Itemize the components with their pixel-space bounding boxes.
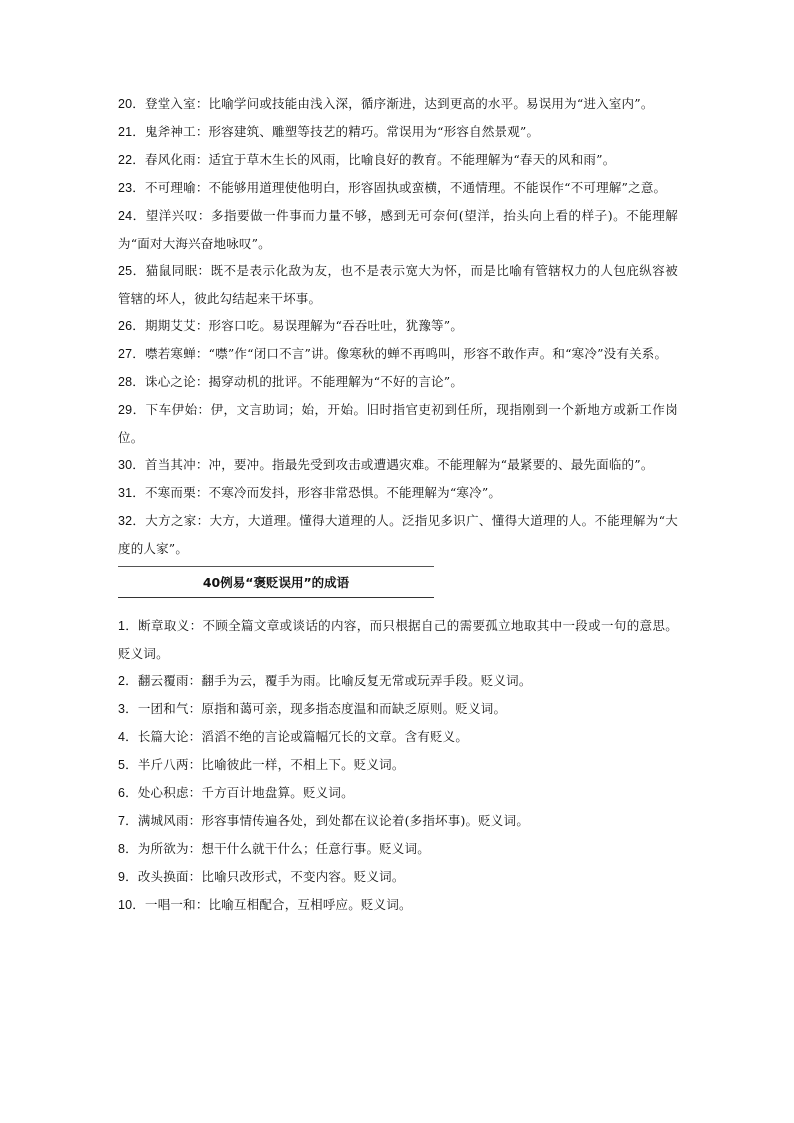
idiom-term: 不可理喻： [145,180,209,195]
idiom-entry [118,835,678,863]
idiom-definition: 原指和蔼可亲，现多指态度温和而缺乏原则。贬义词。 [201,701,507,716]
idiom-entry [118,612,678,667]
idiom-entry [118,340,678,368]
idiom-definition: 翻手为云，覆手为雨。比喻反复无常或玩弄手段。贬义词。 [201,673,532,688]
idiom-definition: 比喻只改形式，不变内容。贬义词。 [201,869,405,884]
idiom-term: 噤若寒蝉： [145,346,209,361]
entry-number: 27． [118,347,146,361]
entry-number: 21． [118,125,146,139]
idiom-term: 猫鼠同眠： [145,263,211,278]
idiom-list-misunderstood [118,90,678,562]
idiom-definition: 形容事情传遍各处，到处都在议论着(多指坏事)。贬义词。 [201,813,530,828]
entry-number: 24． [118,209,146,223]
entry-number: 23． [118,181,146,195]
entry-number: 20． [118,97,146,111]
idiom-entry [118,695,678,723]
idiom-entry [118,368,678,396]
idiom-list-commendatory-derogatory [118,612,678,919]
entry-number: 2． [118,674,138,688]
idiom-term: 春风化雨： [145,152,209,167]
content-body [118,90,678,919]
idiom-entry [118,751,678,779]
idiom-definition: 滔滔不绝的言论或篇幅冗长的文章。含有贬义。 [201,729,469,744]
idiom-definition: 形容建筑、雕塑等技艺的精巧。常误用为“形容自然景观”。 [208,124,540,139]
entry-number: 10． [118,898,146,912]
idiom-definition: 比喻彼此一样，不相上下。贬义词。 [201,757,405,772]
entry-number: 9． [118,870,138,884]
entry-number: 22． [118,153,146,167]
section-header [118,566,434,598]
idiom-definition: 多指要做一件事而力量不够，感到无可奈何(望洋，抬头向上看的样子)。不能理解为“面对大海兴奋地咏叹”。 [118,208,678,251]
idiom-entry [118,312,678,340]
entry-number: 30． [118,458,146,472]
idiom-definition: 不顾全篇文章或谈话的内容，而只根据自己的需要孤立地取其中一段或一句的意思。贬义词。 [118,618,678,661]
entry-number: 1． [118,619,139,633]
idiom-definition: 不寒冷而发抖，形容非常恐惧。不能理解为“寒冷”。 [208,485,502,500]
idiom-entry [118,507,678,562]
idiom-term: 断章取义： [138,618,203,633]
idiom-entry [118,807,678,835]
entry-number: 28． [118,375,146,389]
idiom-term: 登堂入室： [145,96,209,111]
entry-number: 7． [118,814,138,828]
idiom-definition: 适宜于草木生长的风雨，比喻良好的教育。不能理解为“春天的风和雨”。 [208,152,616,167]
idiom-term: 半斤八两： [137,757,202,772]
idiom-definition: 不能够用道理使他明白，形容固执或蛮横，不通情理。不能误作“不可理解”之意。 [208,180,667,195]
idiom-definition: 形容口吃。易误理解为“吞吞吐吐，犹豫等”。 [208,318,464,333]
idiom-entry [118,667,678,695]
idiom-term: 一团和气： [137,701,202,716]
idiom-entry [118,863,678,891]
section-title: 40例易“褒贬误用”的成语 [202,575,350,590]
idiom-term: 翻云覆雨： [137,673,202,688]
entry-number: 25． [118,264,146,278]
idiom-term: 鬼斧神工： [145,124,209,139]
idiom-entry [118,90,678,118]
idiom-term: 处心积虑： [137,785,202,800]
idiom-definition: “噤”作“闭口不言”讲。像寒秋的蝉不再鸣叫，形容不敢作声。和“寒冷”没有关系。 [208,346,668,361]
idiom-term: 改头换面： [137,869,202,884]
idiom-term: 为所欲为： [137,841,202,856]
idiom-definition: 千方百计地盘算。贬义词。 [201,785,354,800]
idiom-term: 期期艾艾： [145,318,209,333]
idiom-definition: 冲，要冲。指最先受到攻击或遭遇灾难。不能理解为“最紧要的、最先面临的”。 [208,457,654,472]
idiom-definition: 比喻学问或技能由浅入深，循序渐进，达到更高的水平。易误用为“进入室内”。 [208,96,654,111]
idiom-entry [118,479,678,507]
entry-number: 31． [118,486,146,500]
idiom-entry [118,118,678,146]
entry-number: 4． [118,730,138,744]
idiom-term: 诛心之论： [145,374,209,389]
idiom-entry [118,891,678,919]
idiom-definition: 揭穿动机的批评。不能理解为“不好的言论”。 [208,374,464,389]
entry-number: 29． [118,403,146,417]
idiom-entry [118,396,678,451]
idiom-definition: 比喻互相配合，互相呼应。贬义词。 [208,897,412,912]
idiom-term: 首当其冲： [145,457,209,472]
entry-number: 26． [118,319,146,333]
idiom-entry [118,146,678,174]
idiom-entry [118,723,678,751]
idiom-entry [118,451,678,479]
idiom-entry [118,174,678,202]
idiom-definition: 伊，文言助词；始，开始。旧时指官吏初到任所，现指刚到一个新地方或新工作岗位。 [118,402,678,445]
entry-number: 3． [118,702,138,716]
idiom-entry [118,257,678,312]
idiom-entry [118,779,678,807]
idiom-term: 长篇大论： [137,729,202,744]
idiom-term: 望洋兴叹： [145,208,211,223]
entry-number: 5． [118,758,138,772]
idiom-term: 满城风雨： [137,813,202,828]
idiom-term: 大方之家： [145,513,210,528]
idiom-term: 下车伊始： [145,402,211,417]
idiom-term: 一唱一和： [145,897,209,912]
idiom-definition: 大方，大道理。懂得大道理的人。泛指见多识广、懂得大道理的人。不能理解为“大度的人家”。 [118,513,678,556]
idiom-definition: 既不是表示化敌为友，也不是表示宽大为怀，而是比喻有管辖权力的人包庇纵容被管辖的坏人，彼此勾结起来干坏事。 [118,263,678,306]
idiom-term: 不寒而栗： [145,485,209,500]
idiom-entry [118,202,678,257]
entry-number: 8． [118,842,138,856]
idiom-definition: 想干什么就干什么；任意行事。贬义词。 [201,841,430,856]
entry-number: 32． [118,514,146,528]
entry-number: 6． [118,786,138,800]
